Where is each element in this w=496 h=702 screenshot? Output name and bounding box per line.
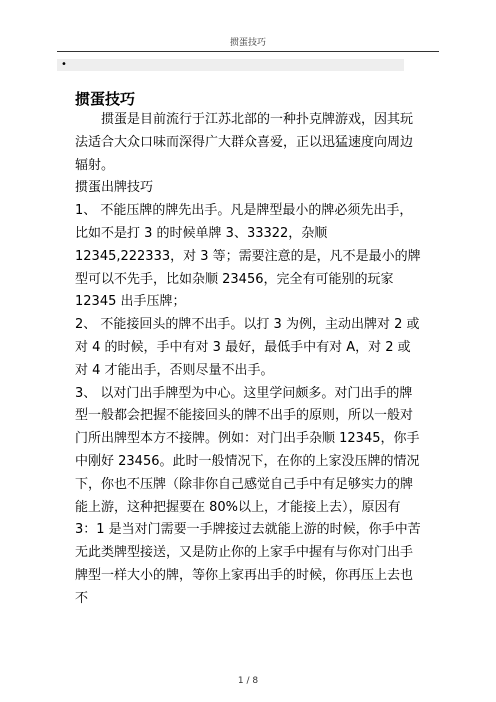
page-number: 1 / 8 [237, 676, 259, 686]
document-body [75, 109, 422, 611]
tip-paragraph-2: 2、 不能接回头的牌不出手。以打 3 为例，主动出牌对 2 或对 4 的时候，手中有对 3 最好，最低手中有对 A，对 2 或对 4 才能出手，否则尽量不出手。 [75, 317, 420, 378]
document-title: 掼蛋技巧 [75, 90, 136, 108]
header-divider [57, 51, 439, 52]
tip-paragraph-1: 1、 不能压牌的牌先出手。凡是牌型最小的牌必须先出手，比如不是打 3 的时候单牌 3、33322，杂顺 12345,222333，对 3 等；需要注意的是，凡不是最小的牌型可以不先手，比如杂顺 23456，完全有可能别的玩家 12345 出手压牌； [75, 203, 421, 310]
page-header: 掼蛋技巧 [229, 38, 266, 48]
intro-paragraph: 掼蛋是目前流行于江苏北部的一种扑克牌游戏，因其玩法适合大众口味而深得广大群众喜爱，正以迅猛速度向周边辐射。 [75, 112, 414, 173]
section-heading: 掼蛋出牌技巧 [75, 180, 154, 196]
tip-paragraph-3: 3、 以对门出手牌型为中心。这里学问颇多。对门出手的牌型一般都会把握不能接回头的牌不出手的原则，所以一般对门所出牌型本方不接牌。例如：对门出手杂顺 12345，你手中刚好 23456。此时一般情况下，在你的上家没压牌的情况下，你也不压牌（除非你自己感觉自己手中有足够实力的牌能上游，这种把握要在 80%以上，才能接上去），原因有 3：1 是当对门需要一手牌接过去就能上游的时候，你手中苦无此类牌型接送，又是防止你的上家手中握有与你对门出手牌型一样大小的牌，等你上家再出手的时候，你再压上去也不 [75, 385, 421, 606]
bullet-icon: • [61, 59, 67, 70]
bullet-bar [57, 59, 404, 71]
